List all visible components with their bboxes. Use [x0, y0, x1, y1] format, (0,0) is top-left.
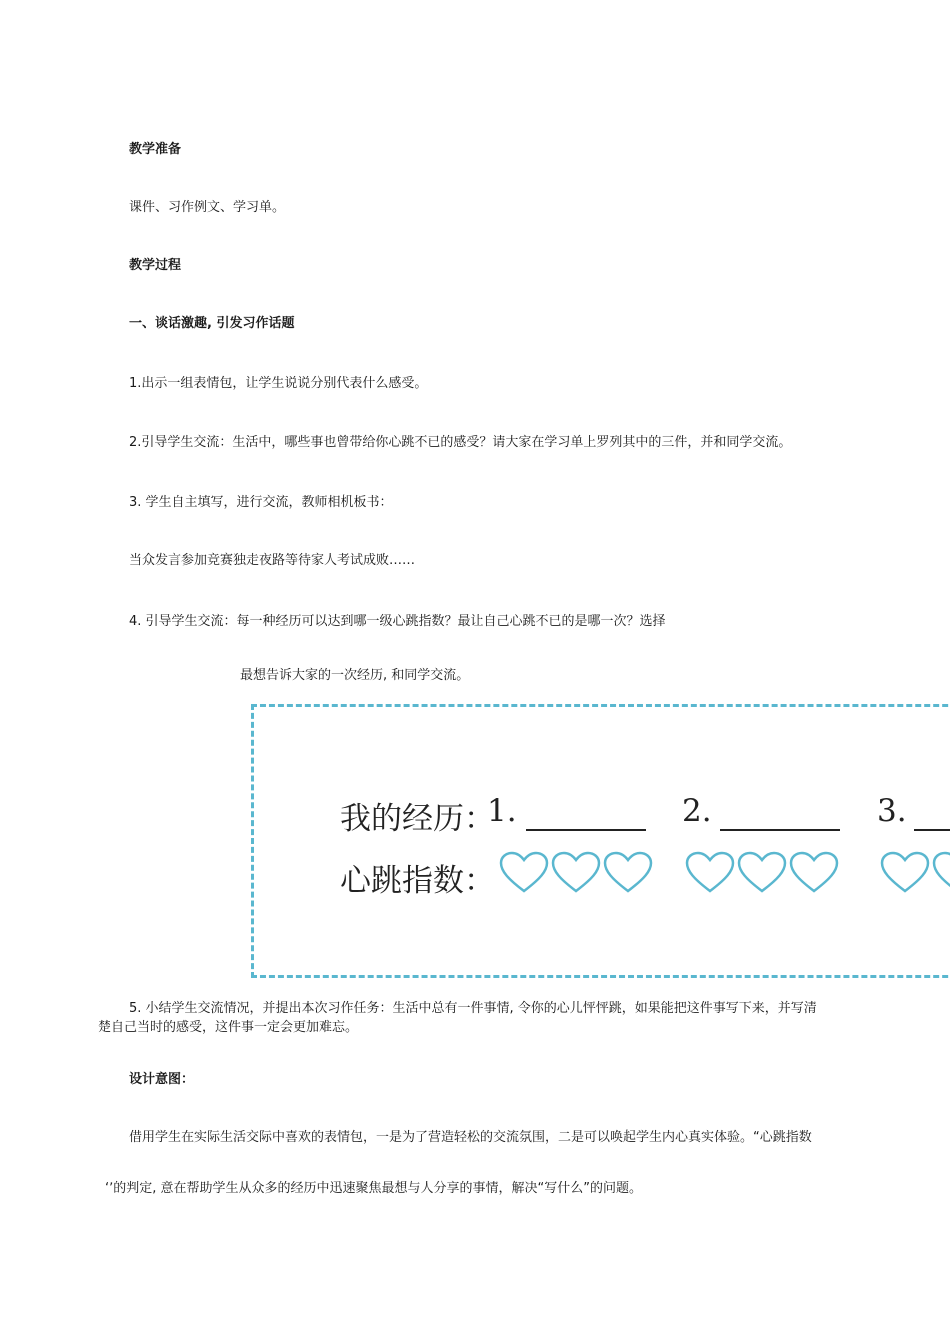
blank-line-1 — [526, 829, 646, 831]
step-2: 2.引导学生交流：生活中，哪些事也曾带给你心跳不已的感受？请大家在学习单上罗列其中的三件，并和同学交流。 — [129, 435, 792, 450]
heart-outline-icon — [684, 851, 736, 895]
intent-line-2: ‘ʼ的判定, 意在帮助学生从众多的经历中迅速聚焦最想与人分享的事情，解决“写什么”的问题。 — [105, 1181, 642, 1196]
heart-outline-icon — [931, 851, 950, 895]
label-my-experience: 我的经历： — [340, 801, 495, 837]
heart-outline-icon — [736, 851, 788, 895]
heading-design-intent: 设计意图： — [129, 1072, 195, 1087]
prep-items: 课件、习作例文、学习单。 — [129, 200, 286, 215]
step-4-continued: 最想告诉大家的一次经历, 和同学交流。 — [240, 668, 470, 683]
section-one-title: 一、谈话激趣, 引发习作话题 — [129, 316, 295, 331]
heart-outline-icon — [788, 851, 840, 895]
blank-number-2: 2. — [682, 793, 712, 829]
blank-number-3: 3. — [877, 793, 907, 829]
step-4: 4. 引导学生交流：每一种经历可以达到哪一级心跳指数？最让自己心跳不已的是哪一次？选择 — [129, 614, 666, 629]
heartbeat-worksheet-figure — [251, 704, 950, 978]
blank-number-1: 1. — [487, 793, 517, 829]
step-5-line-2: 楚自己当时的感受，这件事一定会更加难忘。 — [98, 1020, 359, 1035]
blank-line-3 — [914, 829, 950, 831]
blank-line-2 — [720, 829, 840, 831]
board-text: 当众发言参加竞赛独走夜路等待家人考试成败…… — [129, 553, 416, 568]
intent-line-1: 借用学生在实际生活交际中喜欢的表情包，一是为了营造轻松的交流氛围，二是可以唤起学生内心真实体验。“心跳指数 — [129, 1130, 812, 1145]
heart-outline-icon — [550, 851, 602, 895]
heart-outline-icon — [602, 851, 654, 895]
label-heartbeat-index: 心跳指数： — [340, 863, 495, 899]
step-3: 3. 学生自主填写，进行交流，教师相机板书： — [129, 495, 393, 510]
heart-outline-icon — [498, 851, 550, 895]
step-1: 1.出示一组表情包，让学生说说分别代表什么感受。 — [129, 376, 428, 391]
step-5-line-1: 5. 小结学生交流情况，并提出本次习作任务：生活中总有一件事情, 令你的心儿怦怦跳，如果能把这件事写下来，并写清 — [129, 1001, 817, 1016]
heart-outline-icon — [879, 851, 931, 895]
heading-teaching-prep: 教学准备 — [129, 142, 182, 157]
heading-teaching-process: 教学过程 — [129, 258, 182, 273]
